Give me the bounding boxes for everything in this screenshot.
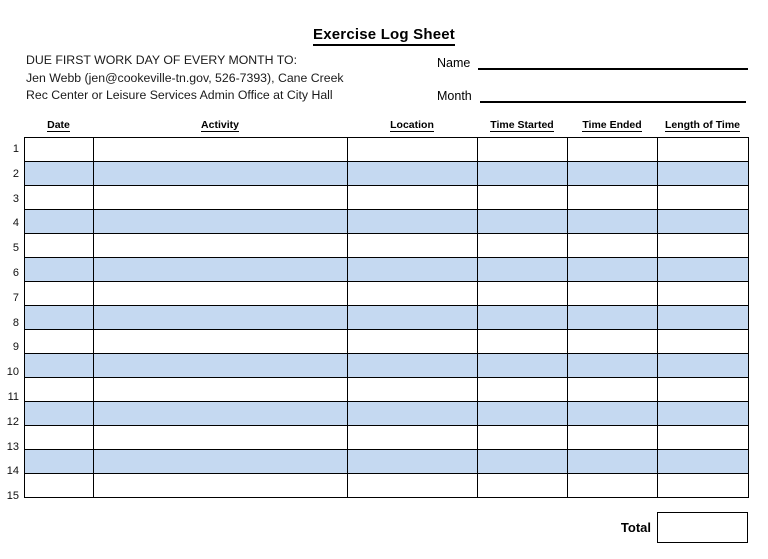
table-cell[interactable] bbox=[25, 306, 94, 330]
table-cell[interactable] bbox=[94, 186, 348, 210]
table-row bbox=[25, 162, 749, 186]
column-header-time-started: Time Started bbox=[490, 119, 554, 131]
table-cell[interactable] bbox=[568, 282, 658, 306]
row-number: 10 bbox=[6, 366, 19, 379]
table-cell[interactable] bbox=[94, 426, 348, 450]
table-cell[interactable] bbox=[568, 306, 658, 330]
row-number: 2 bbox=[12, 167, 19, 180]
table-row bbox=[25, 402, 749, 426]
table-row bbox=[25, 138, 749, 162]
table-cell[interactable] bbox=[568, 354, 658, 378]
column-header-length-of-time: Length of Time bbox=[664, 119, 741, 131]
column-header-activity: Activity bbox=[201, 119, 239, 131]
table-cell[interactable] bbox=[478, 306, 568, 330]
table-cell[interactable] bbox=[568, 210, 658, 234]
row-number: 6 bbox=[12, 266, 19, 279]
table-cell[interactable] bbox=[348, 450, 478, 474]
table-cell[interactable] bbox=[94, 258, 348, 282]
table-cell[interactable] bbox=[25, 426, 94, 450]
table-cell[interactable] bbox=[658, 402, 749, 426]
table-cell[interactable] bbox=[568, 234, 658, 258]
table-cell[interactable] bbox=[348, 138, 478, 162]
table-cell[interactable] bbox=[25, 330, 94, 354]
row-number: 5 bbox=[12, 242, 19, 255]
table-cell[interactable] bbox=[568, 378, 658, 402]
table-cell[interactable] bbox=[658, 474, 749, 498]
table-cell[interactable] bbox=[568, 162, 658, 186]
table-cell[interactable] bbox=[348, 234, 478, 258]
table-cell[interactable] bbox=[25, 378, 94, 402]
table-cell[interactable] bbox=[94, 450, 348, 474]
page-title bbox=[0, 26, 768, 43]
table-cell[interactable] bbox=[478, 330, 568, 354]
table-cell[interactable] bbox=[94, 138, 348, 162]
row-number: 11 bbox=[7, 390, 19, 403]
row-number: 1 bbox=[12, 143, 19, 155]
month-field[interactable] bbox=[437, 88, 746, 103]
table-cell[interactable] bbox=[25, 450, 94, 474]
table-cell[interactable] bbox=[478, 474, 568, 498]
table-cell[interactable] bbox=[25, 258, 94, 282]
table-cell[interactable] bbox=[94, 162, 348, 186]
notice-line-2: Jen Webb (jen@cookeville-tn.gov, 526-7393), Cane Creek bbox=[26, 70, 344, 85]
table-cell[interactable] bbox=[25, 162, 94, 186]
table-cell[interactable] bbox=[348, 330, 478, 354]
row-number: 4 bbox=[12, 217, 19, 230]
table-cell[interactable] bbox=[348, 402, 478, 426]
row-number-gutter bbox=[0, 137, 22, 509]
table-cell[interactable] bbox=[94, 354, 348, 378]
table-cell[interactable] bbox=[94, 210, 348, 234]
table-cell[interactable] bbox=[568, 450, 658, 474]
table-cell[interactable] bbox=[568, 186, 658, 210]
table-cell[interactable] bbox=[25, 402, 94, 426]
table-cell[interactable] bbox=[94, 282, 348, 306]
month-field-label: Month bbox=[437, 89, 472, 103]
table-row bbox=[25, 378, 749, 402]
table-row bbox=[25, 450, 749, 474]
table-cell[interactable] bbox=[568, 474, 658, 498]
row-number: 3 bbox=[12, 192, 19, 205]
exercise-log-table-wrapper bbox=[24, 137, 748, 498]
table-cell[interactable] bbox=[658, 378, 749, 402]
notice-line-3: Rec Center or Leisure Services Admin Office at City Hall bbox=[26, 88, 333, 102]
table-cell[interactable] bbox=[94, 306, 348, 330]
table-row bbox=[25, 306, 749, 330]
table-cell[interactable] bbox=[478, 450, 568, 474]
row-number: 7 bbox=[12, 291, 19, 304]
table-cell[interactable] bbox=[94, 234, 348, 258]
table-cell[interactable] bbox=[25, 474, 94, 498]
table-cell[interactable] bbox=[568, 138, 658, 162]
table-cell[interactable] bbox=[348, 306, 478, 330]
table-row bbox=[25, 354, 749, 378]
table-cell[interactable] bbox=[94, 402, 348, 426]
table-cell[interactable] bbox=[658, 354, 749, 378]
table-cell[interactable] bbox=[25, 186, 94, 210]
table-cell[interactable] bbox=[348, 162, 478, 186]
page-title-text: Exercise Log Sheet bbox=[313, 26, 455, 46]
table-cell[interactable] bbox=[568, 330, 658, 354]
table-cell[interactable] bbox=[658, 330, 749, 354]
notice-line-1: DUE FIRST WORK DAY OF EVERY MONTH TO: bbox=[26, 53, 298, 67]
table-row bbox=[25, 474, 749, 498]
table-cell[interactable] bbox=[25, 234, 94, 258]
table-cell[interactable] bbox=[348, 186, 478, 210]
total-row bbox=[24, 512, 748, 543]
row-number: 12 bbox=[6, 415, 19, 428]
table-cell[interactable] bbox=[568, 258, 658, 282]
table-cell[interactable] bbox=[348, 282, 478, 306]
table-cell[interactable] bbox=[348, 426, 478, 450]
table-cell[interactable] bbox=[25, 210, 94, 234]
total-value-box[interactable] bbox=[657, 512, 748, 543]
table-row bbox=[25, 330, 749, 354]
table-cell[interactable] bbox=[478, 354, 568, 378]
table-cell[interactable] bbox=[658, 162, 749, 186]
table-cell[interactable] bbox=[348, 354, 478, 378]
table-cell[interactable] bbox=[478, 234, 568, 258]
table-cell[interactable] bbox=[658, 306, 749, 330]
table-cell[interactable] bbox=[25, 282, 94, 306]
table-cell[interactable] bbox=[25, 138, 94, 162]
row-number: 14 bbox=[6, 465, 19, 478]
table-cell[interactable] bbox=[658, 258, 749, 282]
table-cell[interactable] bbox=[568, 426, 658, 450]
row-number: 13 bbox=[6, 440, 19, 453]
table-cell[interactable] bbox=[658, 282, 749, 306]
table-cell[interactable] bbox=[478, 426, 568, 450]
month-field-rule[interactable] bbox=[480, 88, 746, 103]
table-cell[interactable] bbox=[348, 210, 478, 234]
column-header-time-ended: Time Ended bbox=[582, 119, 642, 131]
exercise-log-table bbox=[24, 137, 749, 498]
column-header-date: Date bbox=[47, 119, 70, 131]
table-row bbox=[25, 210, 749, 234]
table-cell[interactable] bbox=[478, 402, 568, 426]
table-row bbox=[25, 282, 749, 306]
row-number: 8 bbox=[12, 316, 19, 329]
name-field-label: Name bbox=[437, 56, 471, 70]
table-cell[interactable] bbox=[348, 258, 478, 282]
submission-notice bbox=[26, 52, 344, 105]
table-cell[interactable] bbox=[478, 138, 568, 162]
table-cell[interactable] bbox=[94, 330, 348, 354]
table-cell[interactable] bbox=[658, 426, 749, 450]
table-row bbox=[25, 426, 749, 450]
table-cell[interactable] bbox=[478, 282, 568, 306]
table-cell[interactable] bbox=[348, 474, 478, 498]
total-label: Total bbox=[620, 520, 651, 535]
table-cell[interactable] bbox=[658, 234, 749, 258]
row-number: 15 bbox=[6, 490, 19, 503]
table-cell[interactable] bbox=[478, 258, 568, 282]
table-cell[interactable] bbox=[478, 378, 568, 402]
table-cell[interactable] bbox=[658, 450, 749, 474]
name-field[interactable] bbox=[437, 55, 748, 70]
column-header-location: Location bbox=[390, 119, 434, 131]
name-field-rule[interactable] bbox=[478, 55, 748, 70]
table-cell[interactable] bbox=[658, 186, 749, 210]
table-cell[interactable] bbox=[348, 378, 478, 402]
table-row bbox=[25, 186, 749, 210]
table-cell[interactable] bbox=[658, 210, 749, 234]
table-cell[interactable] bbox=[25, 354, 94, 378]
table-cell[interactable] bbox=[94, 378, 348, 402]
table-row bbox=[25, 258, 749, 282]
table-row bbox=[25, 234, 749, 258]
table-cell[interactable] bbox=[478, 186, 568, 210]
table-cell[interactable] bbox=[478, 210, 568, 234]
row-number: 9 bbox=[12, 341, 19, 354]
table-cell[interactable] bbox=[568, 402, 658, 426]
table-cell[interactable] bbox=[478, 162, 568, 186]
table-cell[interactable] bbox=[94, 474, 348, 498]
table-column-headers bbox=[24, 119, 748, 135]
table-cell[interactable] bbox=[658, 138, 749, 162]
